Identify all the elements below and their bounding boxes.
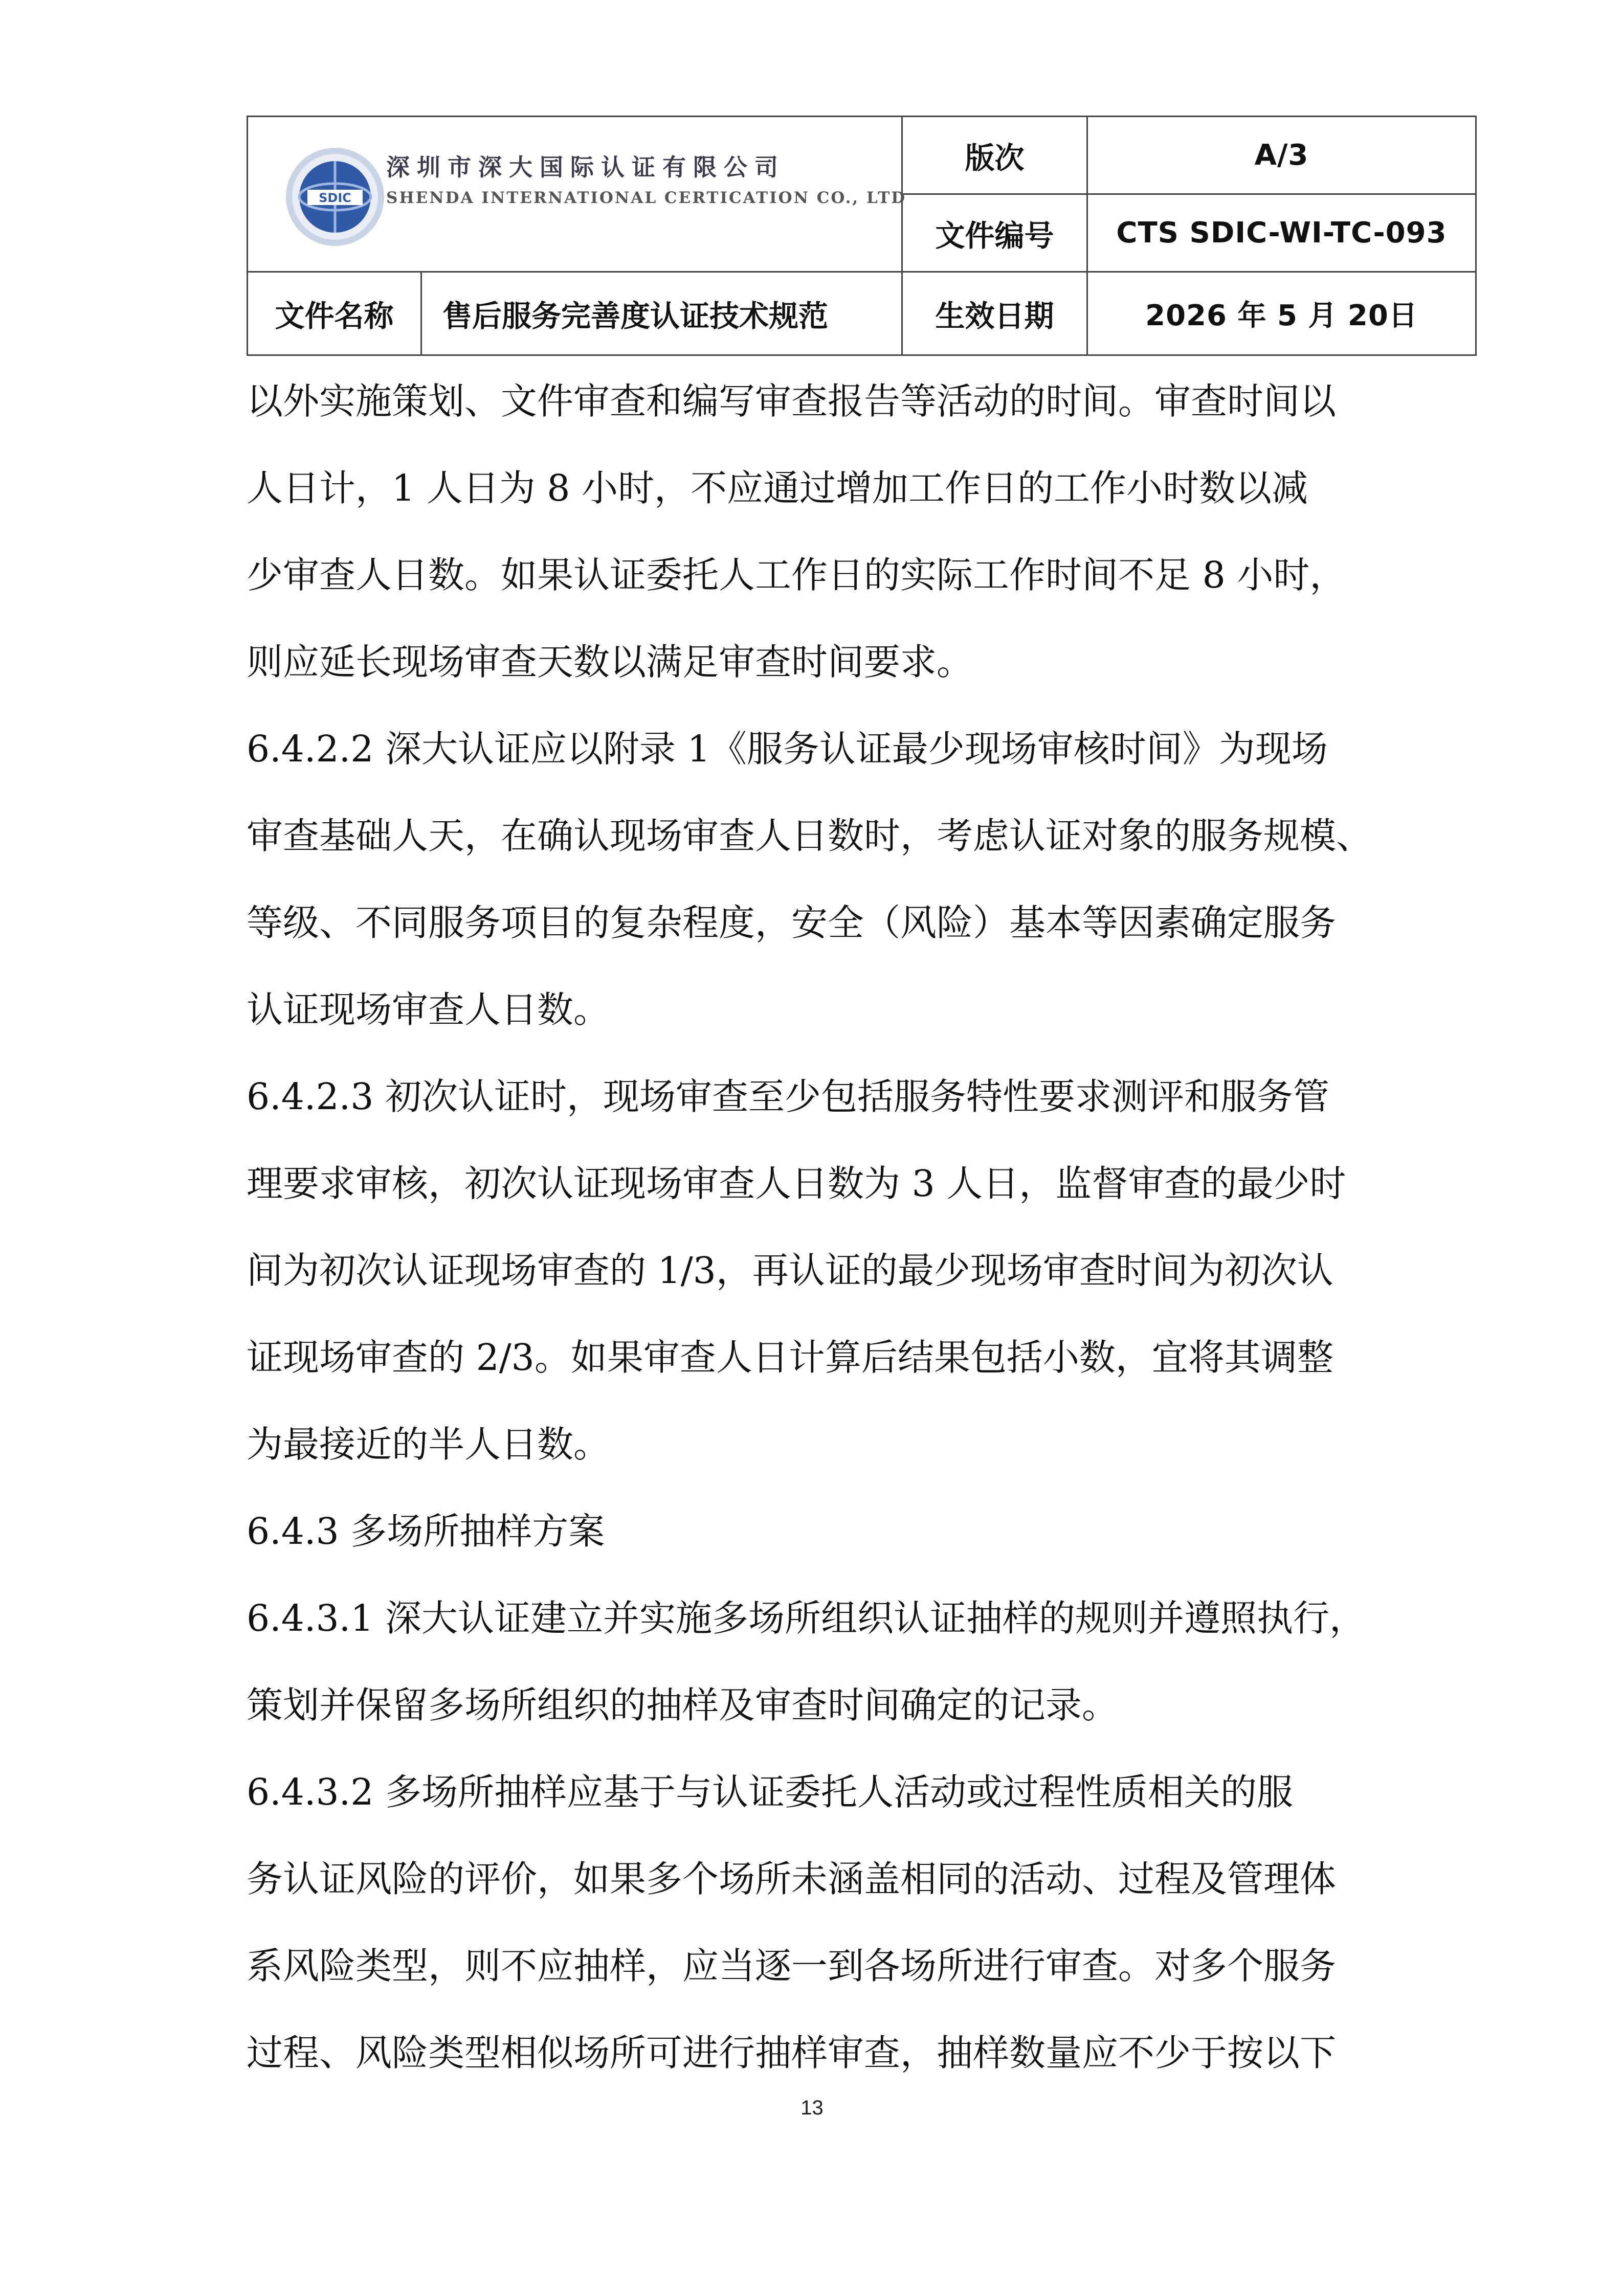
version-value: A/3 xyxy=(1087,117,1476,194)
document-body xyxy=(247,358,1474,2097)
company-name-cn: 深圳市深大国际认证有限公司 xyxy=(386,153,785,181)
body-line: 人日计，1 人日为 8 小时，不应通过增加工作日的工作小时数以减 xyxy=(247,467,1308,509)
body-line: 策划并保留多场所组织的抽样及审查时间确定的记录。 xyxy=(247,1684,1119,1726)
section-6-4-2-2: 6.4.2.2 深大认证应以附录 1《服务认证最少现场审核时间》为现场 xyxy=(247,728,1328,770)
body-line: 理要求审核，初次认证现场审查人日数为 3 人日，监督审查的最少时 xyxy=(247,1162,1346,1205)
body-line: 为最接近的半人日数。 xyxy=(247,1423,610,1466)
logo-mark-text: SDIC xyxy=(319,191,351,205)
effective-date-value: 2026 年 5 月 20日 xyxy=(1087,272,1476,355)
company-logo-cell xyxy=(248,117,907,272)
body-line: 少审查人日数。如果认证委托人工作日的实际工作时间不足 8 小时， xyxy=(247,554,1346,596)
section-6-4-3-2: 6.4.3.2 多场所抽样应基于与认证委托人活动或过程性质相关的服 xyxy=(247,1771,1293,1813)
body-line: 审查基础人天，在确认现场审查人日数时，考虑认证对象的服务规模、 xyxy=(247,815,1373,857)
section-6-4-3-1: 6.4.3.1 深大认证建立并实施多场所组织认证抽样的规则并遵照执行， xyxy=(247,1597,1366,1639)
effective-date-label: 生效日期 xyxy=(902,272,1087,355)
body-line: 则应延长现场审查天数以满足审查时间要求。 xyxy=(247,641,973,683)
document-name-value: 售后服务完善度认证技术规范 xyxy=(421,272,902,355)
body-line: 证现场审查的 2/3。如果审查人日计算后结果包括小数，宜将其调整 xyxy=(247,1336,1333,1379)
version-label: 版次 xyxy=(902,117,1087,194)
document-name-label: 文件名称 xyxy=(248,272,421,355)
company-name-en: SHENDA INTERNATIONAL CERTICATION CO., LTD xyxy=(386,189,907,207)
body-line: 过程、风险类型相似场所可进行抽样审查，抽样数量应不少于按以下 xyxy=(247,2032,1337,2074)
body-line: 务认证风险的评价，如果多个场所未涵盖相同的活动、过程及管理体 xyxy=(247,1858,1337,1900)
body-line: 系风险类型，则不应抽样，应当逐一到各场所进行审查。对多个服务 xyxy=(247,1945,1337,1987)
document-number-value: CTS SDIC-WI-TC-093 xyxy=(1087,194,1476,272)
page-number: 13 xyxy=(800,2097,824,2119)
body-line: 认证现场审查人日数。 xyxy=(247,988,610,1031)
section-6-4-3-heading: 6.4.3 多场所抽样方案 xyxy=(247,1510,605,1552)
document-header-table xyxy=(247,116,1477,356)
body-line: 以外实施策划、文件审查和编写审查报告等活动的时间。审查时间以 xyxy=(247,380,1337,422)
document-number-label: 文件编号 xyxy=(902,194,1087,272)
body-line: 间为初次认证现场审查的 1/3，再认证的最少现场审查时间为初次认 xyxy=(247,1249,1333,1292)
section-6-4-2-3: 6.4.2.3 初次认证时，现场审查至少包括服务特性要求测评和服务管 xyxy=(247,1075,1329,1118)
body-line: 等级、不同服务项目的复杂程度，安全（风险）基本等因素确定服务 xyxy=(247,902,1337,944)
